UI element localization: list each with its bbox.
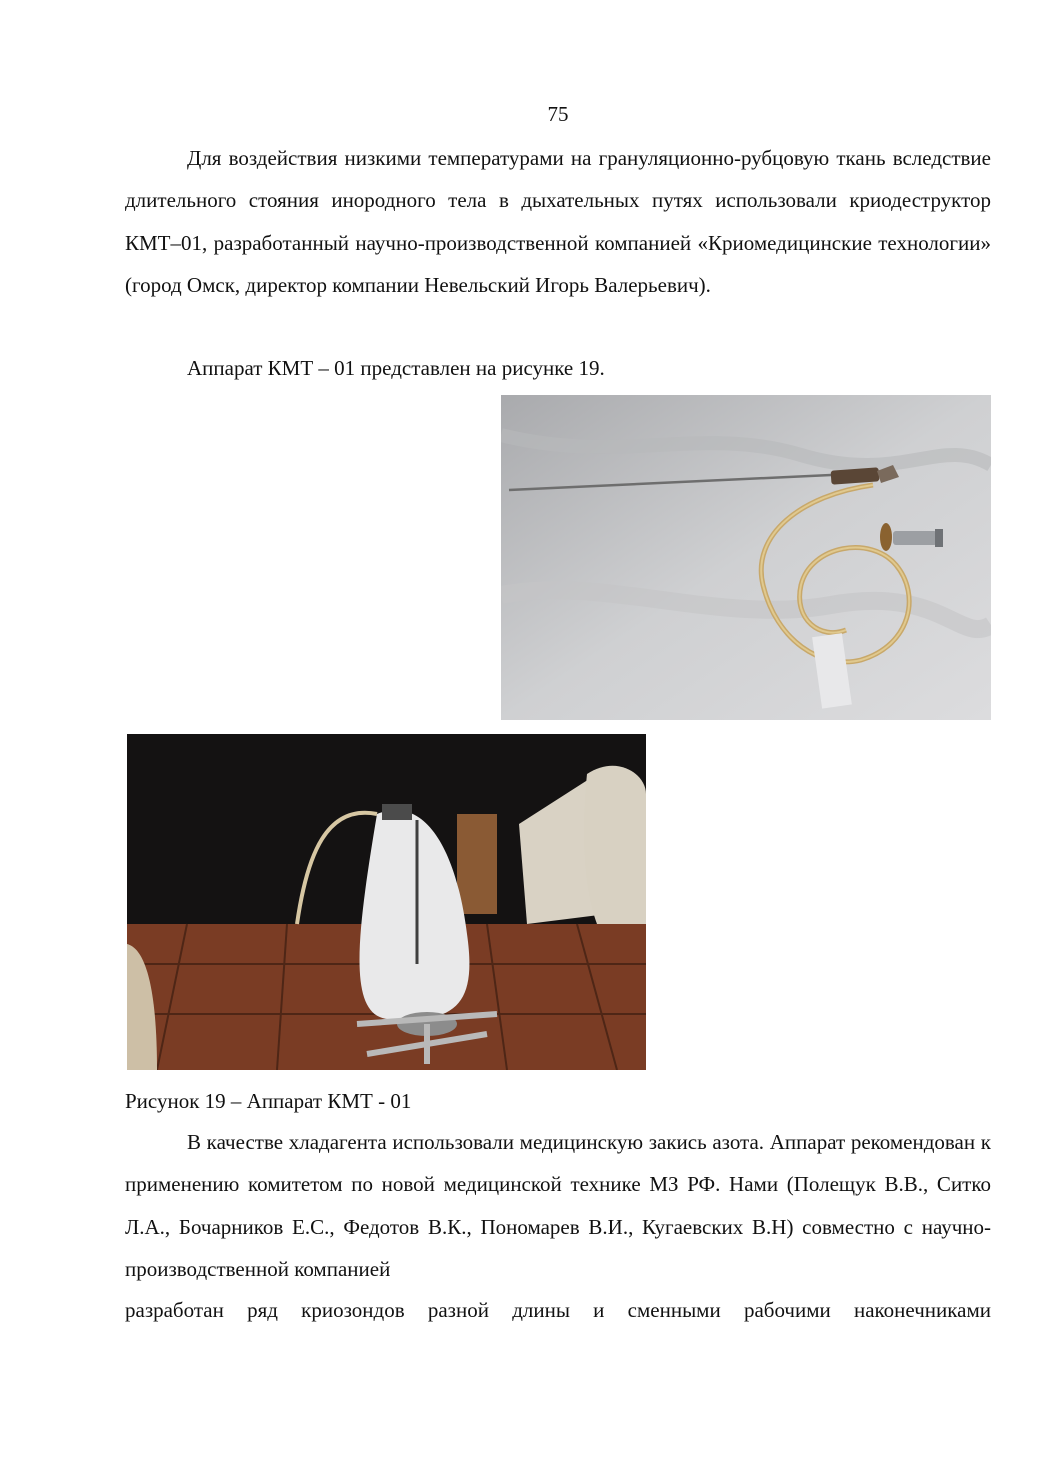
page-number: 75: [547, 102, 569, 126]
apparatus-on-stand-photo: [127, 734, 646, 1070]
figure-caption: Рисунок 19 – Аппарат КМТ - 01: [125, 1089, 412, 1113]
paragraph-refrigerant: В качестве хладагента использовали медицинскую закись азота. Аппарат рекомендован к применению комитетом по новой медицинской технике МЗ РФ. Нами (Полещук В.В., Ситко Л.А., Бочарников Е.С., Федотов В.К., Пономарев В.И., Кугаевских В.Н) совместно с научно-производственной компанией: [125, 1130, 991, 1281]
paragraph-refrigerant-last-line: разработан ряд криозондов разной длины и сменными рабочими наконечниками: [125, 1298, 991, 1322]
paragraph-figure-reference: Аппарат КМТ – 01 представлен на рисунке 19.: [187, 356, 605, 380]
cryoprobe-photo: [501, 395, 991, 720]
paragraph-cryodestructor-intro: Для воздействия низкими температурами на грануляционно-рубцовую ткань вследствие длительного стояния инородного тела в дыхательных путях использовали криодеструктор КМТ–01, разработанный научно-производственной компанией «Криомедицинские технологии» (город Омск, директор компании Невельский Игорь Валерьевич).: [125, 146, 991, 297]
